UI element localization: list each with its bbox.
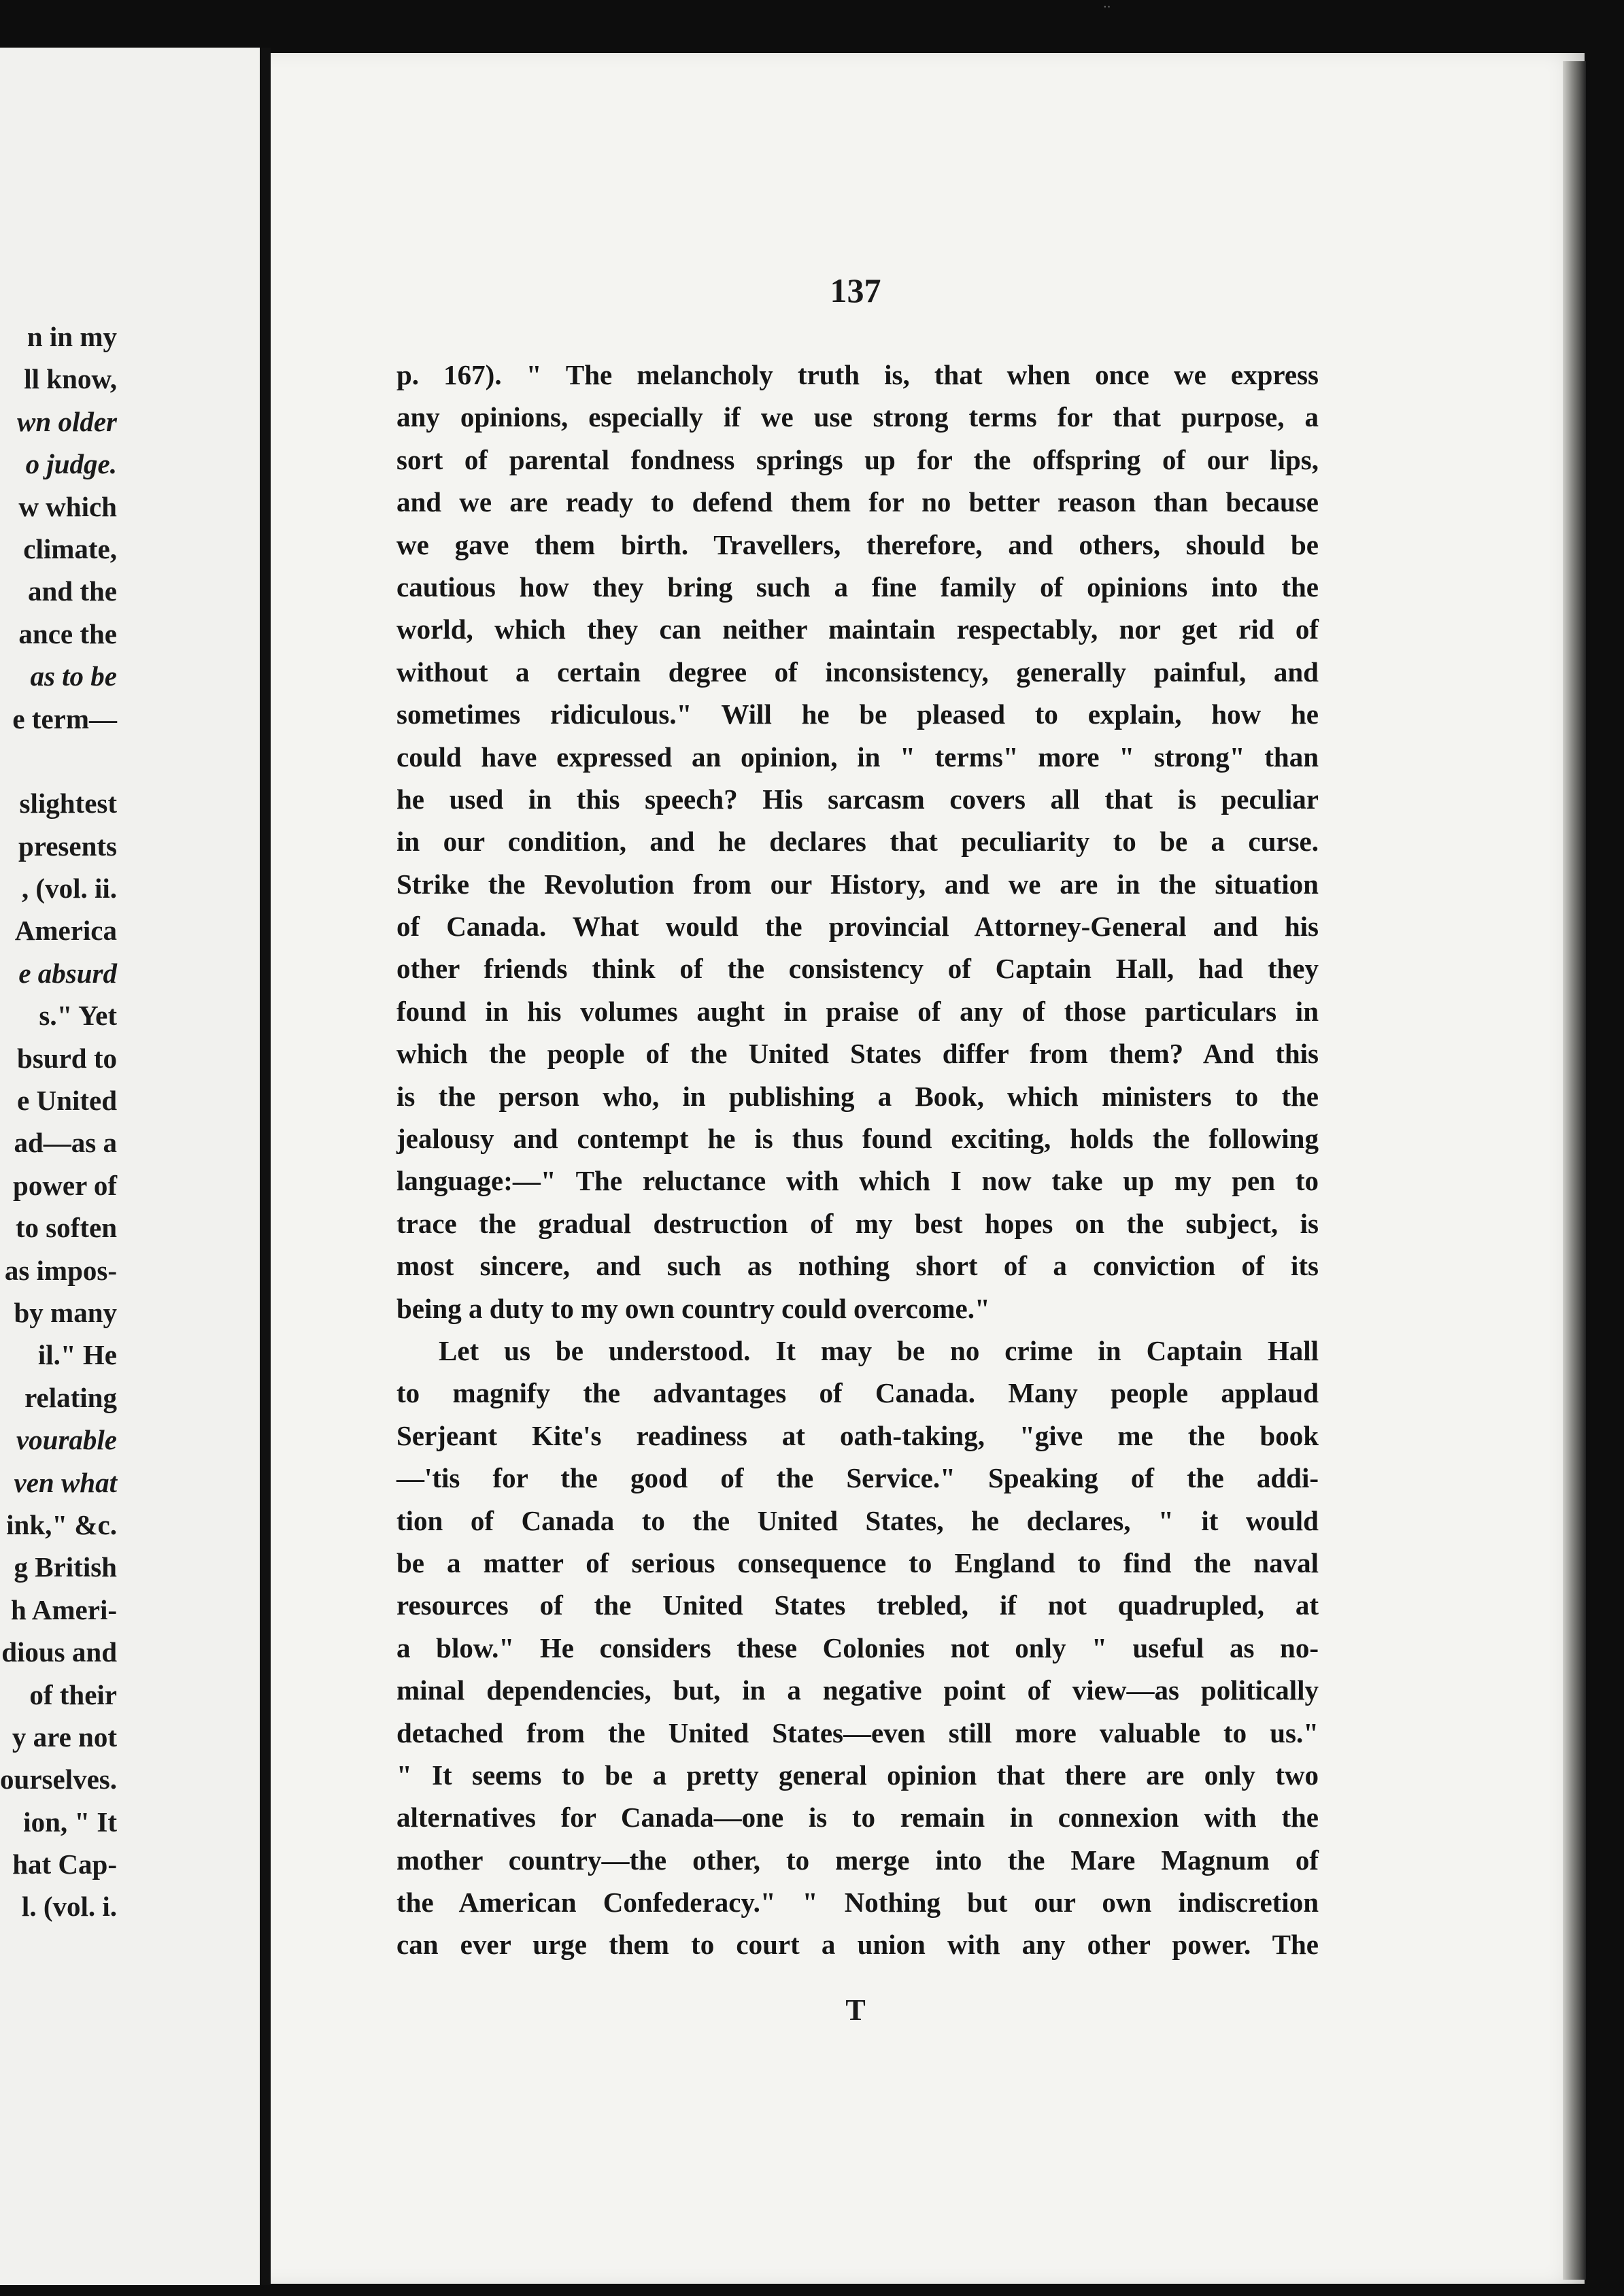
left-line: ven what xyxy=(14,1466,117,1498)
text-line: could have expressed an opinion, in " terms" more " strong" than xyxy=(396,741,1319,773)
left-line: America xyxy=(14,915,117,947)
body-text xyxy=(396,354,1319,1966)
page-edge-shadow xyxy=(1563,61,1586,2280)
left-line-blank xyxy=(0,740,117,782)
text-line: is the person who, in publishing a Book, which ministers to the xyxy=(396,1080,1319,1112)
left-line: presents xyxy=(18,830,117,862)
text-line: p. 167). " The melancholy truth is, that when once we express xyxy=(396,359,1319,390)
text-line: to magnify the advantages of Canada. Many people applaud xyxy=(396,1377,1319,1409)
left-line: hat Cap- xyxy=(12,1848,117,1880)
left-line: slightest xyxy=(19,788,117,820)
text-line: without a certain degree of inconsistency, generally painful, and xyxy=(396,656,1319,688)
left-line: g British xyxy=(14,1551,117,1583)
text-line: " It seems to be a pretty general opinion that there are only two xyxy=(396,1759,1319,1791)
text-line: in our condition, and he declares that peculiarity to be a curse. xyxy=(396,826,1319,858)
text-line: can ever urge them to court a union with any other power. The xyxy=(396,1929,1319,1961)
text-line: the American Confederacy." " Nothing but our own indiscretion xyxy=(396,1887,1319,1919)
left-line: e term— xyxy=(12,703,117,735)
left-line: e United xyxy=(17,1085,117,1117)
text-line: we gave them birth. Travellers, therefore, and others, should be xyxy=(396,528,1319,560)
left-line: y are not xyxy=(12,1721,117,1753)
text-line: sometimes ridiculous." Will he be pleased to explain, how he xyxy=(396,698,1319,730)
text-line: alternatives for Canada—one is to remain in connexion with the xyxy=(396,1802,1319,1834)
left-page xyxy=(0,48,260,2285)
text-line: Serjeant Kite's readiness at oath-taking, "give me the book xyxy=(396,1419,1319,1451)
left-line: power of xyxy=(13,1169,117,1201)
left-line: climate, xyxy=(23,533,117,564)
text-line: —'tis for the good of the Service." Speaking of the addi- xyxy=(396,1462,1319,1494)
text-line: language:—" The reluctance with which I now take up my pen to xyxy=(396,1165,1319,1197)
text-line: most sincere, and such as nothing short of a conviction of its xyxy=(396,1250,1319,1282)
left-line: ourselves. xyxy=(0,1763,117,1795)
left-line: , (vol. ii. xyxy=(21,873,117,905)
left-line: ink," &c. xyxy=(6,1508,117,1540)
left-line: and the xyxy=(27,575,117,607)
left-line: as to be xyxy=(30,660,117,692)
text-line: Strike the Revolution from our History, and we are in the situation xyxy=(396,868,1319,900)
text-line: and we are ready to defend them for no better reason than because xyxy=(396,486,1319,518)
left-line: l. (vol. i. xyxy=(21,1891,117,1923)
page-number: 137 xyxy=(830,271,881,309)
left-line: by many xyxy=(14,1296,117,1328)
left-line: ll know, xyxy=(24,363,117,395)
left-line: bsurd to xyxy=(17,1042,117,1074)
left-line: ance the xyxy=(18,618,117,649)
text-line: found in his volumes aught in praise of any of those particulars in xyxy=(396,995,1319,1027)
left-line: relating xyxy=(24,1381,117,1413)
text-line: of Canada. What would the provincial Attorney-General and his xyxy=(396,911,1319,943)
text-line: which the people of the United States differ from them? And this xyxy=(396,1038,1319,1070)
text-line: minal dependencies, but, in a negative point of view—as politically xyxy=(396,1674,1319,1706)
signature-mark: T xyxy=(845,1993,866,2027)
left-line: n in my xyxy=(27,321,117,352)
text-line: he used in this speech? His sarcasm covers all that is peculiar xyxy=(396,783,1319,815)
left-line: wn older xyxy=(17,405,117,437)
text-line: cautious how they bring such a fine family of opinions into the xyxy=(396,571,1319,603)
text-line: jealousy and contempt he is thus found exciting, holds the following xyxy=(396,1123,1319,1155)
text-line: be a matter of serious consequence to England to find the naval xyxy=(396,1547,1319,1578)
left-line: o judge. xyxy=(25,448,117,480)
left-line: e absurd xyxy=(18,957,117,989)
paragraph-start-line: Let us be understood. It may be no crime in Captain Hall xyxy=(439,1334,1319,1366)
left-line: h Ameri- xyxy=(11,1593,117,1625)
left-line: as impos- xyxy=(4,1254,117,1286)
left-line: dious and xyxy=(1,1636,117,1668)
text-line: mother country—the other, to merge into the Mare Magnum of xyxy=(396,1844,1319,1876)
scan-speck: ·· xyxy=(1103,0,1111,14)
text-line: a blow." He considers these Colonies not only " useful as no- xyxy=(396,1632,1319,1664)
left-line: ion, " It xyxy=(23,1806,117,1838)
left-line: s." Yet xyxy=(39,1000,117,1032)
text-line: trace the gradual destruction of my best hopes on the subject, is xyxy=(396,1207,1319,1239)
left-line: w which xyxy=(18,490,117,522)
left-line: of their xyxy=(29,1678,117,1710)
left-line: vourable xyxy=(16,1424,117,1456)
text-line: any opinions, especially if we use strong terms for that purpose, a xyxy=(396,401,1319,433)
text-line: sort of parental fondness springs up for the offspring of our lips, xyxy=(396,443,1319,475)
text-line: world, which they can neither maintain respectably, nor get rid of xyxy=(396,613,1319,645)
text-line: detached from the United States—even still more valuable to us." xyxy=(396,1717,1319,1749)
paragraph-end-line: being a duty to my own country could overcome." xyxy=(396,1292,990,1324)
book-gutter xyxy=(260,48,271,2285)
text-line: tion of Canada to the United States, he declares, " it would xyxy=(396,1504,1319,1536)
left-line: il." He xyxy=(37,1339,117,1371)
left-line: to soften xyxy=(15,1212,117,1244)
left-page-text xyxy=(0,316,117,1928)
text-line: resources of the United States trebled, if not quadrupled, at xyxy=(396,1589,1319,1621)
text-line: other friends think of the consistency of Captain Hall, had they xyxy=(396,953,1319,985)
left-line: ad—as a xyxy=(14,1127,117,1159)
